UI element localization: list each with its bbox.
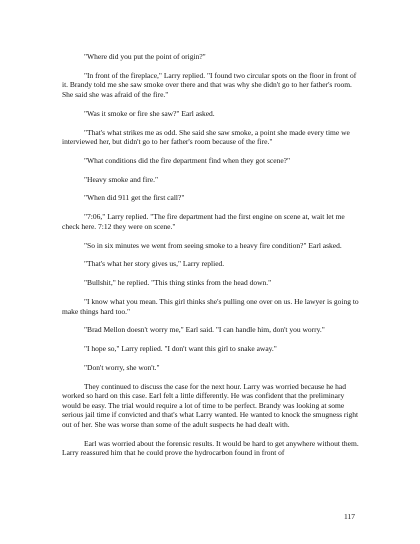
paragraph: "Brad Mellon doesn't worry me," Earl said. "I can handle him, don't you worry."	[84, 325, 325, 335]
paragraph: "When did 911 get the first call?"	[84, 193, 185, 203]
body-text	[62, 52, 364, 467]
page-number: 117	[344, 512, 355, 521]
paragraph: "That's what strikes me as odd. She said she saw smoke, a point she made every time we interviewed her, but didn't go to her father's room because of the fire."	[62, 127, 350, 147]
paragraph: "Heavy smoke and fire."	[84, 174, 159, 184]
paragraph: "Bullshit," he replied. "This thing stinks from the head down."	[84, 278, 272, 288]
paragraph: "I hope so," Larry replied. "I don't want this girl to snake away."	[84, 344, 277, 354]
paragraph: "Don't worry, she won't."	[84, 362, 160, 372]
paragraph: "7:06," Larry replied. "The fire department had the first engine on scene at, wait let me check here. 7:12 they were on scene."	[62, 212, 345, 231]
paragraph: They continued to discuss the case for the next hour. Larry was worried because he had worked so hard on this case. Earl felt a little differently. He was confident that the preliminary would be easy. The trial would require a lot of time to be perfect. Brandy was looking at some serious jail time if convicted and that's what Larry wanted. He wanted to knock the smugness right out of her. She was worse than some of the adult suspects he had dealt with.	[62, 381, 359, 430]
paragraph: Earl was worried about the forensic results. It would be hard to get anywhere without them. Larry reassured him that he could prove the hydrocarbon found in front of	[62, 438, 359, 458]
paragraph: "What conditions did the fire department find when they got scene?"	[84, 155, 291, 165]
paragraph: "Was it smoke or fire she saw?" Earl asked.	[84, 108, 215, 118]
paragraph: "Where did you put the point of origin?"	[84, 52, 206, 61]
paragraph: "I know what you mean. This girl thinks she's pulling one over on us. He lawyer is going to make things hard too."	[62, 296, 359, 316]
paragraph: "In front of the fireplace," Larry replied. "I found two circular spots on the floor in front of it. Brandy told me she saw smoke over there and that was why she didn't go to her father's room. She said she was afraid of the fire."	[62, 70, 357, 99]
paragraph: "That's what her story gives us," Larry replied.	[84, 259, 225, 269]
paragraph: "So in six minutes we went from seeing smoke to a heavy fire condition?" Earl asked.	[84, 240, 342, 250]
